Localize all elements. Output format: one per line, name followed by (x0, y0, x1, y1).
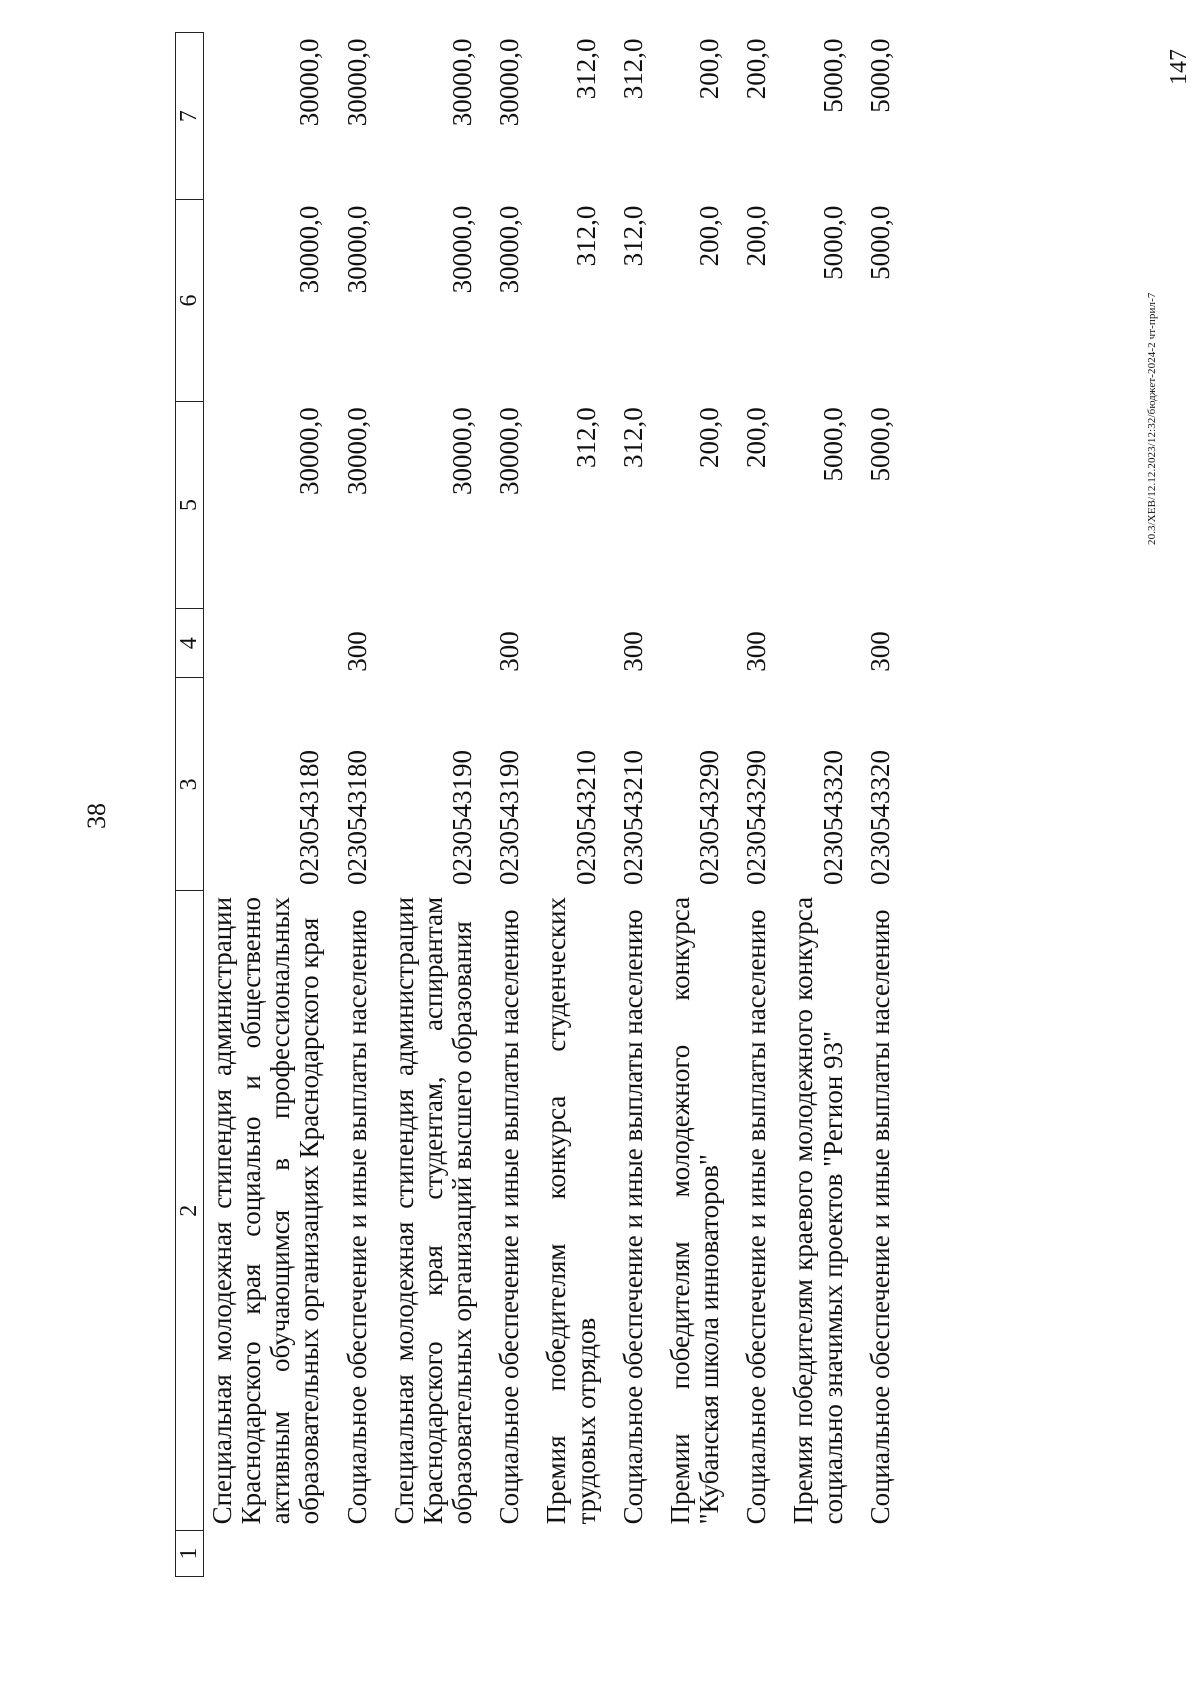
table-header (176, 33, 204, 1577)
cell-amount-3: 30000,0 (294, 38, 325, 127)
cell-amount-1: 30000,0 (447, 407, 478, 496)
cell-amount-3: 312,0 (617, 38, 648, 100)
cell-amount-3: 30000,0 (447, 38, 478, 127)
cell-code: 0230543180 (341, 749, 372, 885)
cell-kvr: 300 (864, 631, 895, 672)
cell-amount-3: 312,0 (570, 38, 601, 100)
table-row (648, 33, 724, 1577)
cell-empty (771, 1530, 847, 1576)
cell-name: Специальная молодежная стипендия администрации Краснодарского края социально и общественно активным обучающимся в профессиональных образовательных организациях Краснодарского края (207, 896, 325, 1525)
cell-amount-1: 30000,0 (341, 407, 372, 496)
cell-name: Социальное обеспечение и иные выплаты населению (617, 909, 648, 1525)
cell-name: Премии победителям молодежного конкурса "Кубанская школа инноваторов" (664, 896, 725, 1525)
cell-name: Социальное обеспечение и иные выплаты населению (864, 909, 895, 1525)
cell-amount-2: 30000,0 (494, 205, 525, 294)
cell-kvr (648, 609, 724, 678)
cell-code: 0230543210 (570, 749, 601, 885)
cell-kvr: 300 (741, 631, 772, 672)
table-row (601, 33, 648, 1577)
cell-empty (372, 1530, 477, 1576)
cell-kvr: 300 (341, 631, 372, 672)
cell-amount-3: 30000,0 (494, 38, 525, 127)
cell-empty (325, 1530, 372, 1576)
cell-name: Премия победителям конкурса студенческих трудовых отрядов (541, 896, 601, 1525)
header-col-4: 4 (176, 609, 204, 678)
cell-amount-1: 30000,0 (494, 407, 525, 496)
cell-code: 0230543320 (864, 749, 895, 885)
cell-kvr (524, 609, 600, 678)
table-row (771, 33, 847, 1577)
cell-amount-1: 200,0 (741, 407, 772, 469)
cell-amount-1: 5000,0 (864, 407, 895, 482)
cell-code: 0230543190 (447, 749, 478, 885)
cell-name: Социальное обеспечение и иные выплаты населению (341, 909, 372, 1525)
cell-name: Премия победителям краевого молодежного конкурса социально значимых проектов "Регион 93" (788, 896, 848, 1525)
page-number: 38 (82, 803, 111, 829)
cell-code: 0230543180 (294, 749, 325, 885)
cell-amount-3: 5000,0 (864, 38, 895, 113)
cell-amount-1: 200,0 (694, 407, 725, 469)
cell-amount-2: 5000,0 (864, 205, 895, 280)
budget-table (175, 32, 895, 1577)
cell-code: 0230543290 (694, 749, 725, 885)
header-col-6: 6 (176, 200, 204, 402)
table-row (204, 33, 325, 1577)
cell-code: 0230543210 (617, 749, 648, 885)
cell-kvr: 300 (494, 631, 525, 672)
header-col-2: 2 (176, 891, 204, 1530)
cell-kvr (204, 609, 325, 678)
cell-amount-1: 30000,0 (294, 407, 325, 496)
cell-empty (648, 1530, 724, 1576)
header-col-7: 7 (176, 33, 204, 200)
sheet-number: 147 (1166, 49, 1192, 85)
header-col-3: 3 (176, 678, 204, 891)
cell-amount-1: 312,0 (617, 407, 648, 469)
cell-amount-3: 200,0 (694, 38, 725, 100)
cell-amount-3: 30000,0 (341, 38, 372, 127)
cell-code: 0230543190 (494, 749, 525, 885)
cell-code: 0230543320 (817, 749, 848, 885)
cell-amount-2: 30000,0 (341, 205, 372, 294)
header-col-1: 1 (176, 1530, 204, 1576)
cell-amount-2: 5000,0 (817, 205, 848, 280)
cell-amount-2: 312,0 (617, 205, 648, 267)
cell-name: Социальное обеспечение и иные выплаты населению (741, 909, 772, 1525)
cell-empty (724, 1530, 771, 1576)
cell-amount-2: 200,0 (694, 205, 725, 267)
table-row (724, 33, 771, 1577)
cell-amount-2: 30000,0 (447, 205, 478, 294)
cell-kvr (771, 609, 847, 678)
cell-amount-2: 312,0 (570, 205, 601, 267)
cell-empty (524, 1530, 600, 1576)
cell-kvr: 300 (617, 631, 648, 672)
table-row (848, 33, 895, 1577)
table-row (372, 33, 477, 1577)
table-body (204, 33, 895, 1577)
table-row (325, 33, 372, 1577)
cell-name: Социальное обеспечение и иные выплаты населению (494, 909, 525, 1525)
cell-amount-1: 5000,0 (817, 407, 848, 482)
cell-kvr (372, 609, 477, 678)
cell-code: 0230543290 (741, 749, 772, 885)
cell-amount-3: 5000,0 (817, 38, 848, 113)
cell-empty (204, 1530, 325, 1576)
cell-empty (848, 1530, 895, 1576)
cell-amount-2: 30000,0 (294, 205, 325, 294)
table-row (477, 33, 524, 1577)
cell-name: Специальная молодежная стипендия администрации Краснодарского края студентам, аспирантам образовательных организаций высшего образования (388, 896, 478, 1525)
cell-amount-2: 200,0 (741, 205, 772, 267)
footer-code: 20.3/ХЕВ/12.12.2023/12:32/бюджет-2024-2 чт-прил-7 (1146, 292, 1158, 545)
table-row (524, 33, 600, 1577)
cell-empty (601, 1530, 648, 1576)
cell-empty (477, 1530, 524, 1576)
cell-amount-3: 200,0 (741, 38, 772, 100)
cell-amount-1: 312,0 (570, 407, 601, 469)
header-col-5: 5 (176, 401, 204, 608)
